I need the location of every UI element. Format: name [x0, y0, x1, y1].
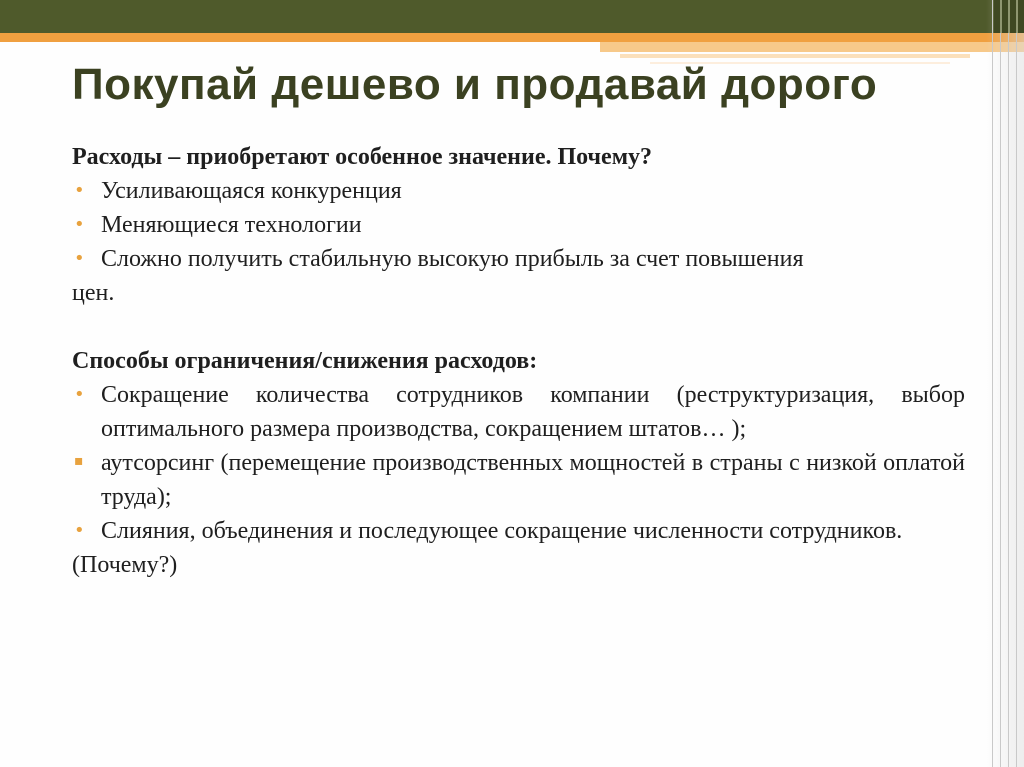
slide-title: Покупай дешево и продавай дорого	[72, 60, 878, 109]
section-heading-methods: Способы ограничения/снижения расходов:	[72, 348, 538, 374]
bullet-text: Меняющиеся технологии	[101, 212, 362, 238]
accent-band-light	[600, 42, 1024, 52]
bullet-icon: •	[74, 384, 85, 405]
bullet-icon: •	[74, 520, 85, 541]
spacer	[72, 310, 965, 344]
header-band	[0, 0, 1024, 33]
bullet-item	[72, 242, 965, 276]
bullet-icon: •	[74, 248, 85, 269]
header-band-edge	[994, 0, 1024, 33]
section-heading-expenses: Расходы – приобретают особенное значение. Почему?	[72, 144, 653, 170]
accent-band-faint	[620, 54, 970, 58]
closing-question: (Почему?)	[72, 552, 178, 578]
bullet-icon: •	[74, 214, 85, 235]
slide-body	[72, 140, 965, 582]
bullet-icon: •	[74, 180, 85, 201]
page-edge	[986, 0, 1024, 767]
bullet-continuation: цен.	[72, 280, 115, 306]
accent-band	[0, 33, 1024, 42]
bullet-item	[72, 208, 965, 242]
bullet-text: Сложно получить стабильную высокую прибыль за счет повышения	[101, 246, 804, 272]
bullet-text: Слияния, объединения и последующее сокращение численности сотрудников.	[101, 518, 903, 544]
bullet-item	[72, 378, 965, 446]
bullet-item	[72, 174, 965, 208]
bullet-text: Усиливающаяся конкуренция	[101, 178, 402, 204]
bullet-text: Сокращение количества сотрудников компании (реструктуризация, выбор оптимального размера производства, сокращением штатов… );	[101, 382, 965, 442]
bullet-item	[72, 514, 965, 548]
bullet-text: аутсорсинг (перемещение производственных мощностей в страны с низкой оплатой труда);	[101, 450, 965, 510]
bullet-item	[72, 446, 965, 514]
square-bullet-icon: ▪	[74, 453, 84, 469]
